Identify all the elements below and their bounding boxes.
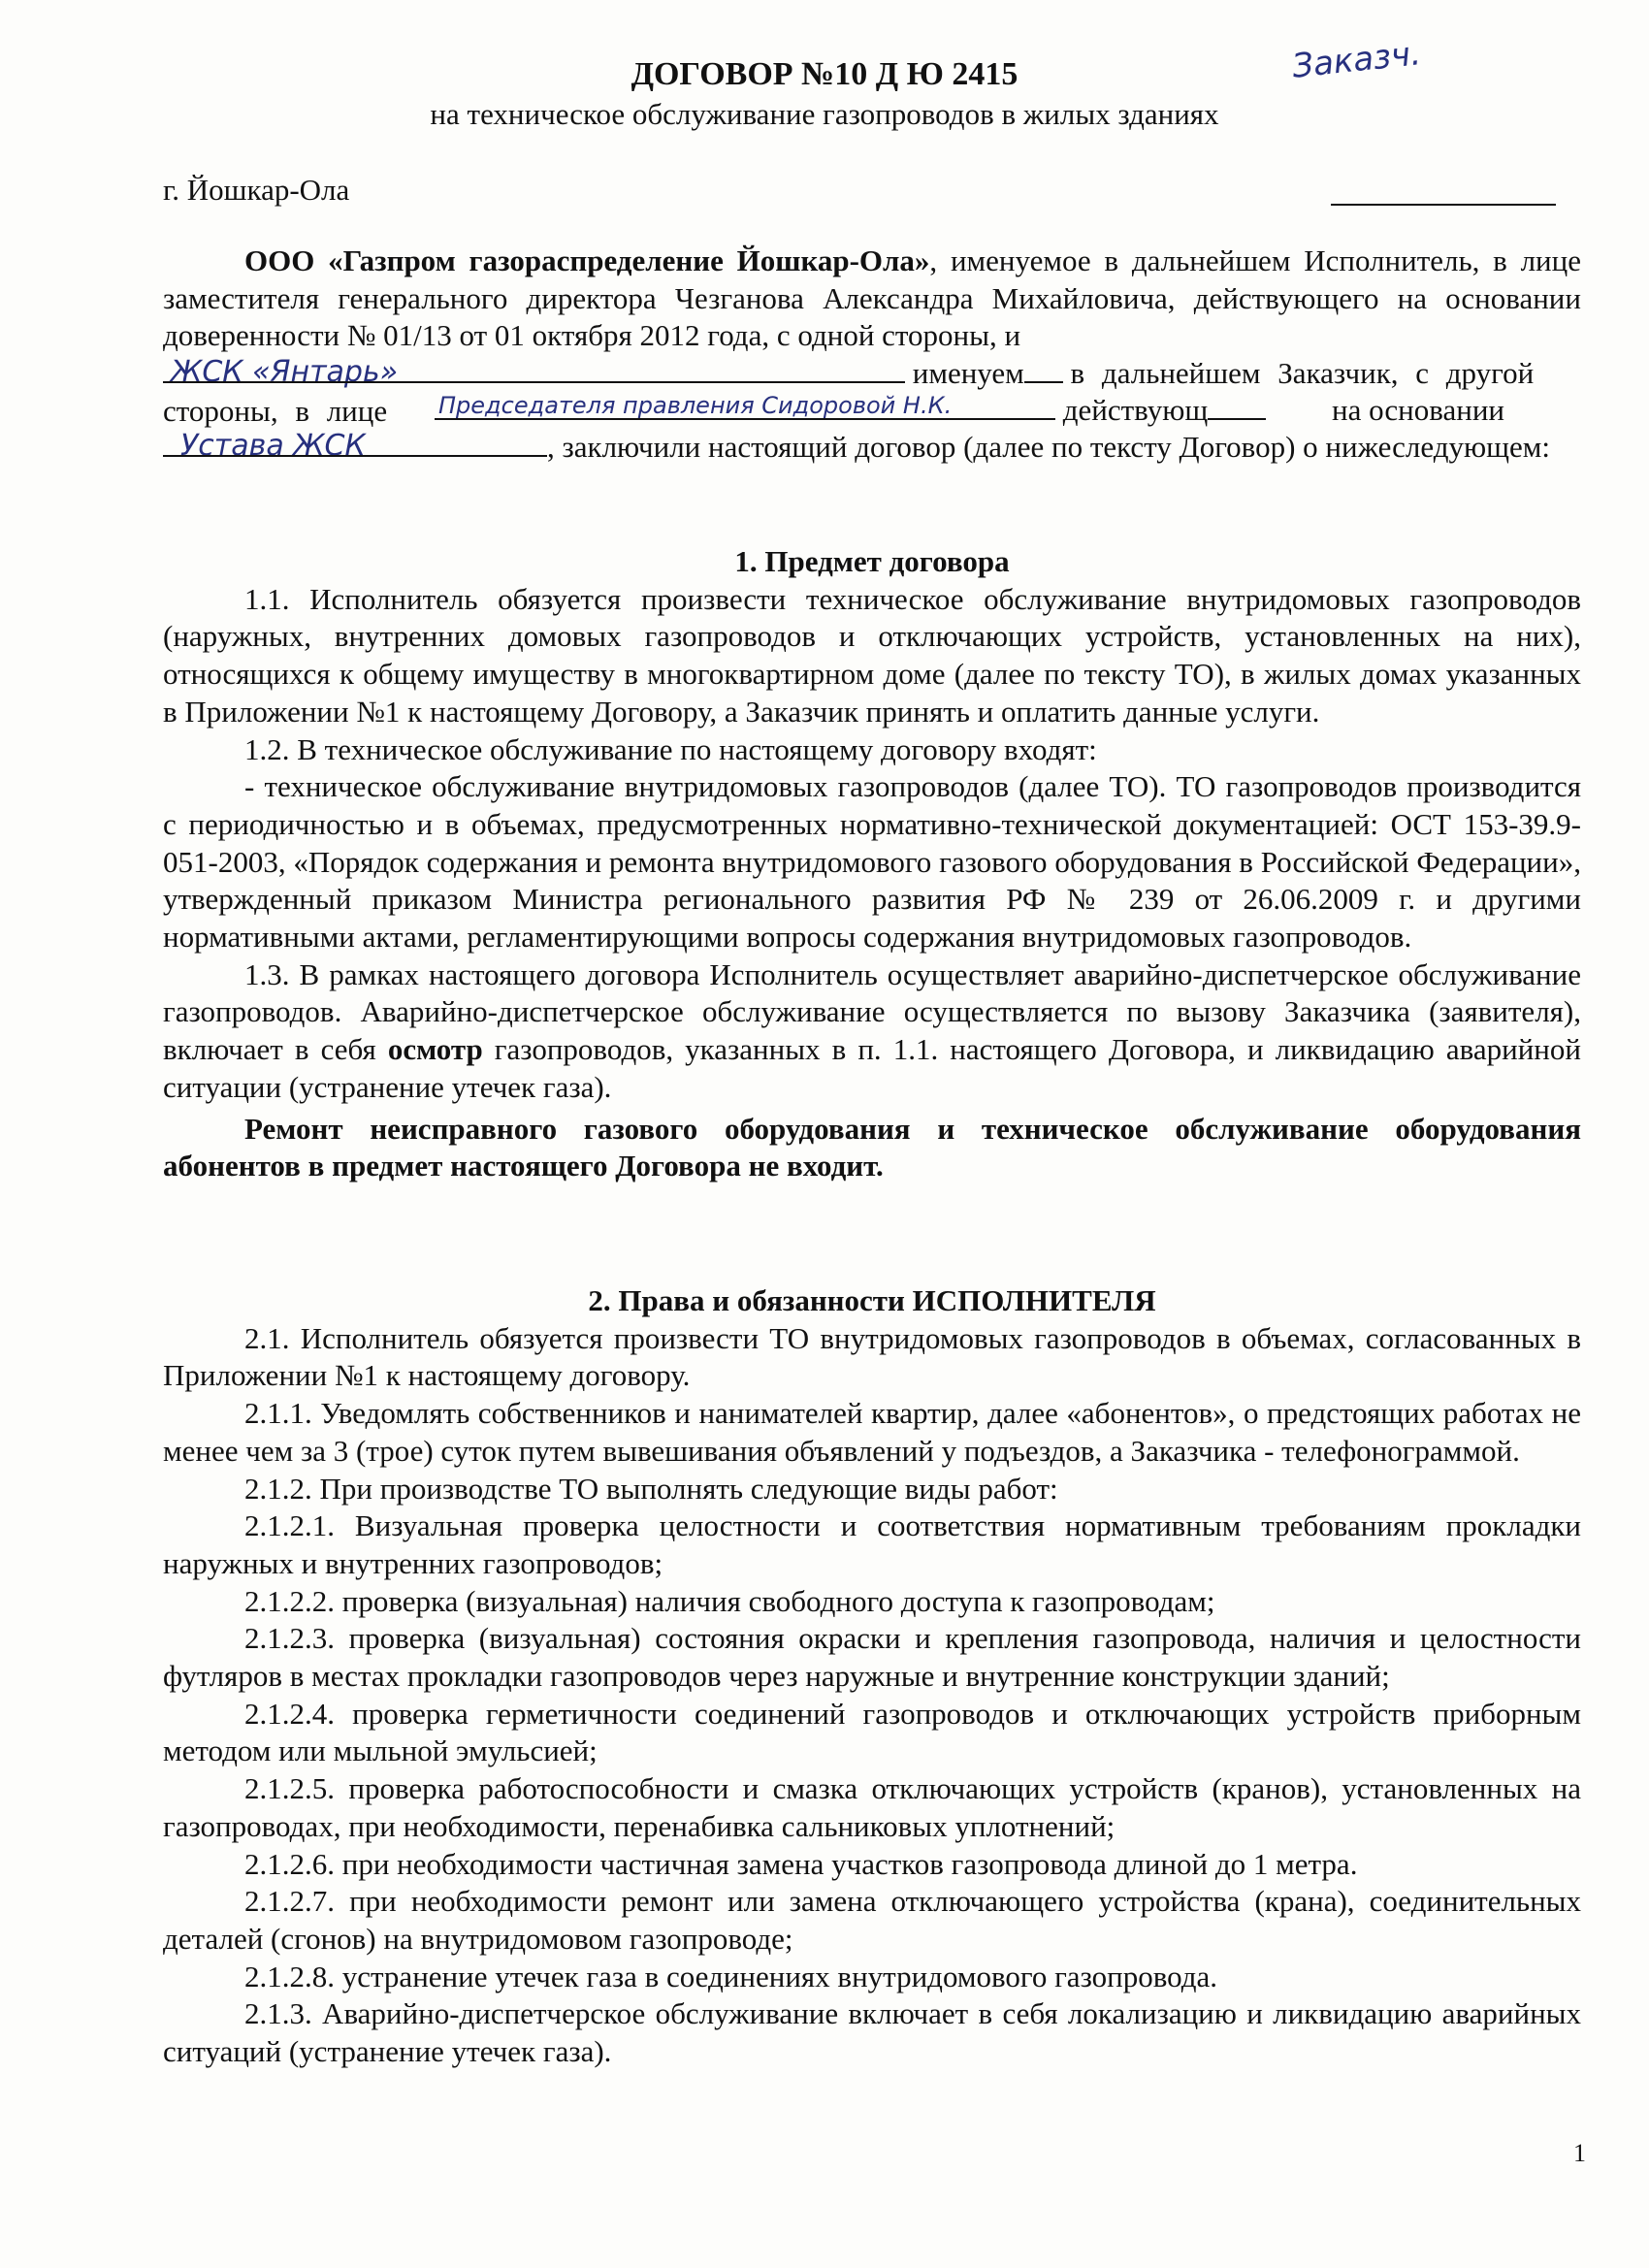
company-name: ООО «Газпром газораспределение Йошкар-Ола» (244, 243, 930, 277)
clause-2-1-3: 2.1.3. Аварийно-диспетчерское обслуживание включает в себя локализацию и ликвидацию аварийных ситуаций (устранение утечек газа). (163, 1996, 1581, 2069)
clause-1-1: 1.1. Исполнитель обязуется произвести техническое обслуживание внутридомовых газопроводов (наружных, внутренних домовых газопроводов и отключающих устройств, установленных на них), относящихся к общему имуществу в многоквартирном доме (далее по тексту ТО), в жилых домах указанных в Приложении №1 к настоящему Договору, а Заказчик принять и оплатить данные услуги. (163, 581, 1581, 729)
contract-city: г. Йошкар-Ола (163, 173, 350, 207)
clause-1-3-bold: осмотр (387, 1032, 483, 1067)
contract-title: ДОГОВОР №10 Д Ю 2415 (630, 56, 1018, 92)
clause-2-1-1: 2.1.1. Уведомлять собственников и нанимателей квартир, далее «абонентов», о предстоящих работах не менее чем за 3 (трое) суток путем вывешивания объявлений у подъездов, а Заказчика - телефонограммой. (163, 1396, 1581, 1468)
preamble-text-5: на основании (1332, 393, 1505, 427)
preamble-line-5 (163, 392, 1581, 430)
clause-2-1-2-6: 2.1.2.6. при необходимости частичная замена участков газопровода длиной до 1 метра. (244, 1846, 1358, 1881)
preamble-text-2: именуем (912, 356, 1024, 390)
clause-1-note: Ремонт неисправного газового оборудования и техническое обслуживание оборудования абонентов в предмет настоящего Договора не входит. (163, 1111, 1581, 1183)
clause-2-1-2-8: 2.1.2.8. устранение утечек газа в соединениях внутридомового газопровода. (244, 1959, 1218, 1993)
page-number: 1 (1573, 2139, 1586, 2167)
handwritten-customer: ЖСК «Янтарь» (171, 355, 399, 389)
clause-2-1-2-4: 2.1.2.4. проверка герметичности соединений газопроводов и отключающих устройств приборным методом или мыльной эмульсией; (163, 1696, 1581, 1768)
handwritten-basis: Устава ЖСК (180, 429, 366, 463)
section-1-heading: 1. Предмет договора (734, 544, 1010, 578)
preamble-text-4: действующ (1062, 393, 1209, 427)
clause-1-3-part-a: 1.3. В рамках настоящего договора Исполнитель осуществляет аварийно-диспетчерское обслуживание газопроводов. Аварийно-диспетчерское обслуживание осуществляется по вызову Заказчика (заявителя), включает в себя (163, 956, 1581, 1067)
section-1 (163, 543, 1581, 1185)
preamble-text-1: , именуемое в дальнейшем Исполнитель, в лице заместителя генерального директора Чезганова Александра Михайловича, действующего на основании доверенности № 01/13 от 01 октября 2012 года, с одной стороны, и (163, 243, 1581, 353)
clause-1-3-part-c: газопроводов, указанных в п. 1.1. настоящего Договора, и ликвидацию аварийной ситуации (устранение утечек газа). (163, 1032, 1581, 1104)
preamble-line-6 (163, 429, 1581, 467)
clause-2-1-2: 2.1.2. При производстве ТО выполнять следующие виды работ: (244, 1471, 1058, 1506)
contract-subtitle: на техническое обслуживание газопроводов в жилых зданиях (430, 97, 1219, 131)
handwritten-person: Председателя правления Сидоровой Н.К. (438, 392, 953, 419)
preamble (163, 243, 1581, 355)
handwritten-note: Заказч. (1290, 34, 1423, 86)
section-2-heading: 2. Права и обязанности ИСПОЛНИТЕЛЯ (588, 1283, 1156, 1317)
clause-1-3 (163, 956, 1581, 1107)
date-blank-line (1331, 204, 1556, 206)
clause-1-2-a: - техническое обслуживание внутридомовых газопроводов (далее ТО). ТО газопроводов производится с периодичностью и в объемах, предусмотренных нормативно-технической документацией: ОСТ 153-39.9-051-2003, «Порядок содержания и ремонта внутридомового газового оборудования в Российской Федерации», утвержденный приказом Министра регионального развития РФ № 239 от 26.06.2009 г. и другими нормативными актами, регламентирующими вопросы содержания внутридомовых газопроводов. (163, 769, 1581, 955)
section-2 (163, 1282, 1581, 2071)
clause-2-1-2-5: 2.1.2.5. проверка работоспособности и смазка отключающих устройств (кранов), установленных на газопроводах, при необходимости, перенабивка сальниковых уплотнений; (163, 1771, 1581, 1843)
preamble-text-3: в дальнейшем Заказчик, с другой стороны, в лице (163, 356, 1535, 428)
clause-1-2: 1.2. В техническое обслуживание по настоящему договору входят: (244, 731, 1097, 766)
clause-2-1-2-7: 2.1.2.7. при необходимости ремонт или замена отключающего устройства (крана), соединительных деталей (сгонов) на внутридомовом газопроводе; (163, 1884, 1581, 1956)
preamble-text-6: , заключили настоящий договор (далее по тексту Договор) о нижеследующем: (547, 430, 1550, 464)
clause-2-1-2-2: 2.1.2.2. проверка (визуальная) наличия свободного доступа к газопроводам; (244, 1583, 1215, 1618)
clause-2-1: 2.1. Исполнитель обязуется произвести ТО внутридомовых газопроводов в объемах, согласованных в Приложении №1 к настоящему договору. (163, 1320, 1581, 1393)
clause-2-1-2-3: 2.1.2.3. проверка (визуальная) состояния окраски и крепления газопровода, наличия и целостности футляров в местах прокладки газопроводов через наружные и внутренние конструкции зданий; (163, 1621, 1581, 1694)
clause-2-1-2-1: 2.1.2.1. Визуальная проверка целостности и соответствия нормативным требованиям прокладки наружных и внутренних газопроводов; (163, 1508, 1581, 1580)
